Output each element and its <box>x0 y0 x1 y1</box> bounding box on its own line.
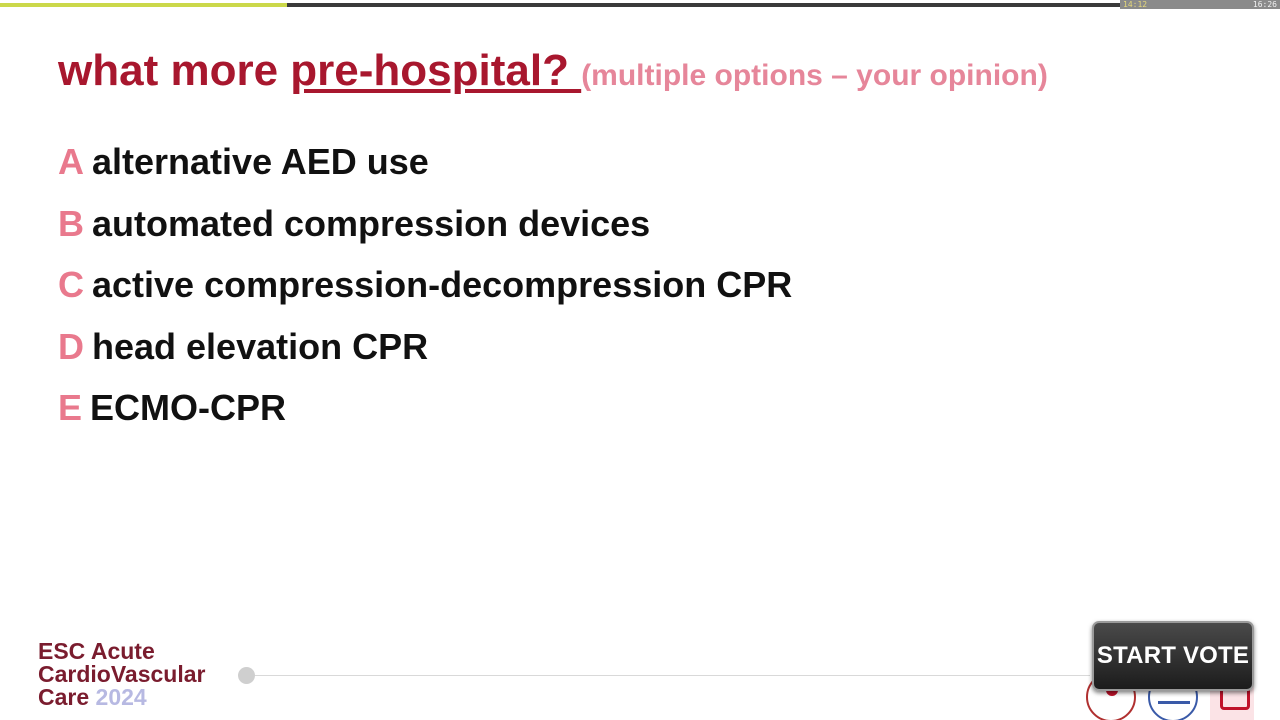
total-time: 16:26 <box>1205 0 1280 9</box>
slide-title <box>58 46 1048 96</box>
option-letter: C <box>58 264 84 305</box>
option-a <box>58 140 792 202</box>
logo-line-1: ESC Acute <box>38 638 155 664</box>
option-text: alternative AED use <box>92 141 429 182</box>
option-e <box>58 386 792 448</box>
footer-dot <box>238 667 255 684</box>
option-text: ECMO-CPR <box>90 387 287 428</box>
esc-acva-logo <box>38 640 238 709</box>
logo-care: Care <box>38 684 90 710</box>
answer-options <box>58 140 792 448</box>
start-vote-button[interactable]: START VOTE <box>1092 621 1254 691</box>
option-letter: D <box>58 325 84 367</box>
option-text: automated compression devices <box>92 202 651 244</box>
footer-divider <box>255 675 1090 676</box>
logo-year: 2024 <box>95 684 147 710</box>
progress-fill <box>0 3 287 7</box>
video-progress-strip <box>0 0 1280 9</box>
option-letter: B <box>58 202 84 244</box>
option-text: head elevation CPR <box>92 325 429 367</box>
title-prefix: what more <box>58 46 291 95</box>
option-c <box>58 263 792 325</box>
option-d <box>58 325 792 387</box>
option-letter: A <box>58 141 84 182</box>
title-note: (multiple options – your opinion) <box>581 59 1048 92</box>
title-underlined: pre-hospital? <box>290 46 582 95</box>
option-b <box>58 202 792 264</box>
progress-track[interactable] <box>0 3 1120 7</box>
logo-line-2: CardioVascular <box>38 661 206 687</box>
option-text: active compression-decompression CPR <box>92 264 793 305</box>
option-letter: E <box>58 387 83 428</box>
logo-line-3 <box>38 686 238 709</box>
elapsed-time: 14:12 <box>1120 0 1205 9</box>
